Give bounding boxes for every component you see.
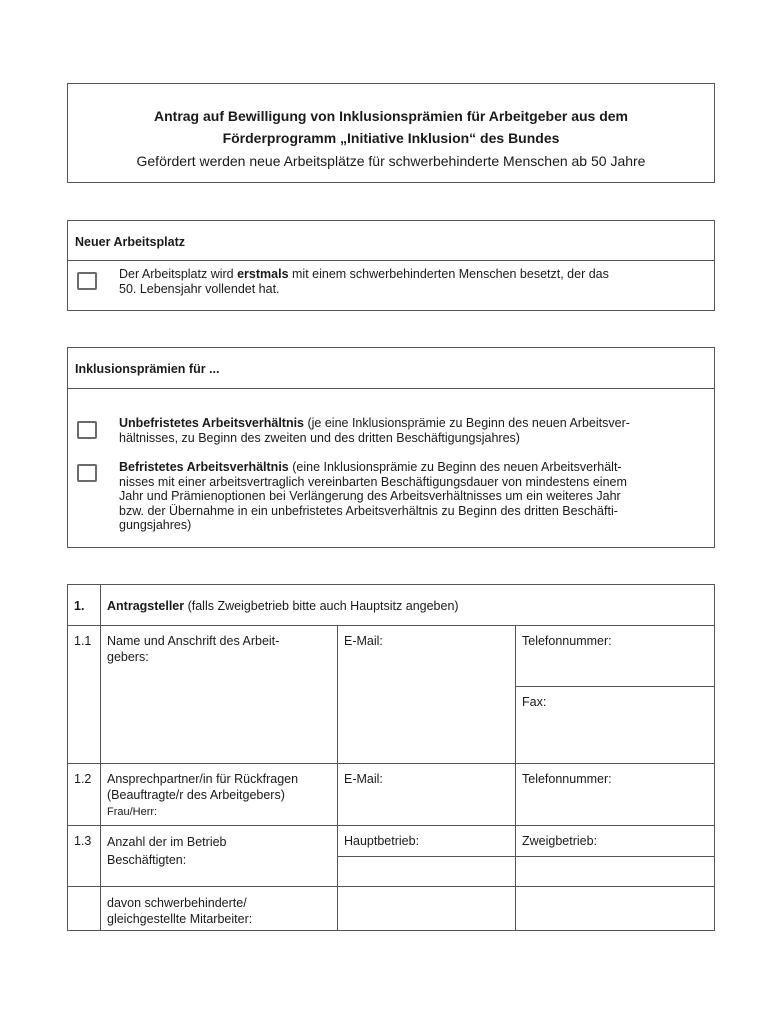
option-line: hältnisses, zu Beginn des zweiten und des dritten Beschäftigungsjahres) [119, 430, 520, 445]
disabled-hauptbetrieb-field[interactable] [338, 887, 514, 930]
label-line: Anzahl der im Betrieb [107, 835, 227, 849]
label-line: Name und Anschrift des Arbeit- [107, 634, 280, 648]
table-divider [67, 763, 715, 764]
table-divider [515, 686, 715, 687]
label-line: Ansprechpartner/in für Rückfragen [107, 772, 299, 786]
table-divider [515, 625, 516, 931]
option-text-bold: erstmals [237, 267, 289, 281]
form-title-line2: Förderprogramm „Initiative Inklusion“ des Bundes [222, 130, 560, 146]
hauptbetrieb-label: Hauptbetrieb: [344, 834, 420, 848]
option-bold: Befristetes Arbeitsverhältnis [119, 460, 289, 474]
option-text-post: mit einem schwerbehinderten Menschen besetzt, der das [288, 267, 609, 281]
employer-email-field[interactable]: E-Mail: [344, 634, 383, 648]
section-heading-text: Neuer Arbeitsplatz [75, 235, 185, 249]
heading-bold: Antragsteller [107, 599, 185, 613]
heading-rest: (falls Zweigbetrieb bitte auch Hauptsitz angeben) [184, 599, 459, 613]
label-line: Beschäftigten: [107, 853, 187, 867]
option-line: gungsjahres) [119, 518, 192, 532]
employee-count-label [107, 833, 227, 869]
row-number: 1.2 [74, 772, 92, 786]
label-line: davon schwerbehinderte/ [107, 896, 247, 910]
zweigbetrieb-count-field[interactable] [516, 857, 714, 885]
option-text-line2: 50. Lebensjahr vollendet hat. [119, 281, 280, 296]
option-line: (eine Inklusionsprämie zu Beginn des neuen Arbeitsverhält- [288, 460, 622, 474]
contact-person-label [107, 771, 298, 820]
form-title-line1: Antrag auf Bewilligung von Inklusionsprämien für Arbeitgeber aus dem [154, 108, 628, 124]
label-line: gleichgestellte Mitarbeiter: [107, 912, 253, 926]
label-line: (Beauftragte/r des Arbeitgebers) [107, 788, 285, 802]
zweigbetrieb-label: Zweigbetrieb: [522, 834, 598, 848]
disabled-zweigbetrieb-field[interactable] [516, 887, 714, 930]
employer-name-label [107, 633, 279, 665]
label-line: gebers: [107, 650, 149, 664]
option-line: nisses mit einer arbeitsvertraglich vereinbarten Beschäftigungsdauer von mindestens einem [119, 474, 627, 489]
option-text-pre: Der Arbeitsplatz wird [119, 267, 238, 281]
option-bold: Unbefristetes Arbeitsverhältnis [119, 416, 305, 430]
row-number: 1.1 [74, 634, 92, 648]
contact-phone-field[interactable]: Telefonnummer: [522, 772, 612, 786]
option-line: Jahr und Prämienoptionen bei Verlängerung des Arbeitsverhältnisses um ein weiteres Jahr [119, 489, 621, 503]
section-heading-text: Inklusionsprämien für ... [75, 362, 220, 376]
table-divider [67, 625, 715, 626]
disabled-employees-label [107, 895, 252, 927]
antragsteller-heading [107, 598, 459, 614]
table-divider [337, 625, 338, 931]
employer-name-field[interactable] [101, 665, 337, 763]
option-line: (je eine Inklusionsprämie zu Beginn des neuen Arbeitsver- [304, 416, 630, 430]
employer-fax-field[interactable]: Fax: [522, 695, 547, 709]
option-line: bzw. der Übernahme in ein unbefristetes Arbeitsverhältnis zu Beginn des dritten Beschäfti- [119, 503, 618, 518]
hauptbetrieb-count-field[interactable] [338, 857, 514, 885]
contact-email-field[interactable]: E-Mail: [344, 772, 383, 786]
table-divider [67, 825, 715, 826]
row-number: 1.3 [74, 834, 92, 848]
section-number: 1. [74, 599, 85, 613]
form-subtitle: Gefördert werden neue Arbeitsplätze für schwerbehinderte Menschen ab 50 Jahre [136, 153, 646, 169]
employer-phone-field[interactable]: Telefonnummer: [522, 634, 612, 648]
label-small: Frau/Herr: [107, 806, 158, 818]
